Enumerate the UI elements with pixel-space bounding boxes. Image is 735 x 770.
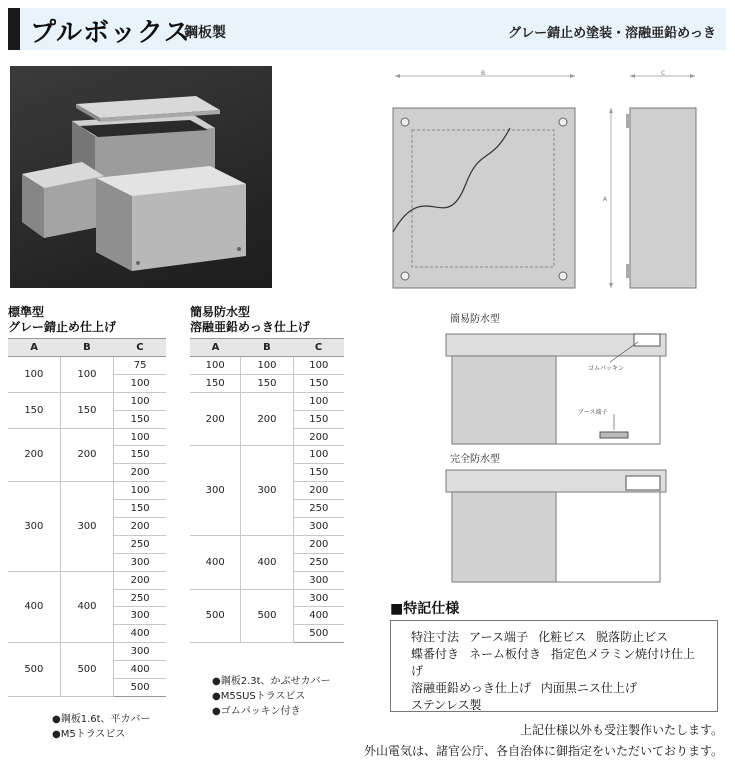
cell-c: 100: [293, 446, 344, 464]
standard-notes: [52, 712, 151, 742]
column-header: A: [8, 339, 60, 357]
cell-b: 100: [60, 357, 114, 393]
spec-item: 化粧ビス: [538, 630, 587, 644]
cell-c: 150: [114, 446, 166, 464]
spec-row: [411, 697, 717, 714]
note-gasket: ●ゴムパッキン付き: [212, 706, 301, 717]
cell-b: 400: [241, 535, 293, 589]
cell-b: 500: [241, 589, 293, 643]
waterproof-notes: [212, 674, 331, 719]
cell-c: 400: [293, 607, 344, 625]
cell-c: 150: [293, 410, 344, 428]
note-screws: ●M5トラスビス: [52, 729, 126, 740]
cell-a: 150: [190, 374, 241, 392]
cell-a: 400: [190, 535, 241, 589]
note-screws: ●M5SUSトラスビス: [212, 691, 306, 702]
spec-item: 脱落防止ビス: [596, 630, 669, 644]
table-row: [8, 357, 166, 375]
cell-a: 300: [190, 446, 241, 535]
full-waterproof-section-label: 完全防水型: [450, 454, 500, 465]
table-row: [190, 374, 344, 392]
product-photo: [10, 66, 272, 288]
table-row: [190, 392, 344, 410]
cell-c: 300: [114, 643, 166, 661]
cell-b: 150: [60, 392, 114, 428]
spec-item: 特注寸法: [411, 630, 460, 644]
cell-c: 100: [114, 374, 166, 392]
cell-c: 150: [114, 500, 166, 518]
cell-a: 500: [8, 643, 60, 697]
cell-c: 500: [114, 679, 166, 697]
cell-a: 200: [190, 392, 241, 446]
table-row: [8, 482, 166, 500]
table-row: [8, 571, 166, 589]
cell-c: 250: [293, 500, 344, 518]
dimension-drawing: [385, 66, 725, 306]
note-steel-plate: ●鋼板2.3t、かぶせカバー: [212, 676, 331, 687]
cell-a: 400: [8, 571, 60, 643]
table-row: [190, 357, 344, 375]
waterproof-type-label: 簡易防水型: [190, 305, 251, 319]
table-row: [8, 392, 166, 410]
cell-a: 150: [8, 392, 60, 428]
waterproof-finish-label: 溶融亜鉛めっき仕上げ: [190, 320, 310, 334]
cross-section-drawing: [440, 310, 670, 590]
cell-c: 200: [114, 518, 166, 536]
standard-type-label: 標準型: [8, 305, 45, 319]
cell-c: 500: [293, 625, 344, 643]
spec-item: アース端子: [469, 630, 529, 644]
cell-b: 300: [241, 446, 293, 535]
cell-c: 200: [114, 464, 166, 482]
cell-a: 500: [190, 589, 241, 643]
spec-row: [411, 646, 717, 680]
page-title: プルボックス: [30, 18, 191, 48]
cell-b: 500: [60, 643, 114, 697]
cell-c: 300: [293, 571, 344, 589]
special-spec-box: [390, 620, 718, 712]
cell-c: 100: [293, 392, 344, 410]
cell-c: 150: [114, 410, 166, 428]
cell-c: 150: [293, 464, 344, 482]
cell-a: 200: [8, 428, 60, 482]
cell-b: 150: [241, 374, 293, 392]
waterproof-dimension-table: [190, 338, 344, 643]
cell-c: 200: [293, 428, 344, 446]
table-row: [190, 446, 344, 464]
dim-b-label: B: [481, 70, 486, 77]
cell-c: 100: [293, 357, 344, 375]
column-header: B: [241, 339, 293, 357]
header-band: [8, 8, 726, 50]
column-header: A: [190, 339, 241, 357]
cell-c: 200: [293, 482, 344, 500]
spec-item: 内面黒ニス仕上げ: [540, 681, 637, 695]
cell-c: 400: [114, 661, 166, 679]
custom-order-note: 上記仕様以外も受注製作いたします。: [519, 723, 723, 737]
cell-c: 300: [114, 553, 166, 571]
spec-item: 溶融亜鉛めっき仕上げ: [411, 681, 531, 695]
government-designation-note: 外山電気は、諸官公庁、各自治体に御指定をいただいております。: [363, 744, 723, 758]
cell-b: 200: [60, 428, 114, 482]
table-row: [8, 428, 166, 446]
column-header: B: [60, 339, 114, 357]
earth-terminal-label: アース端子: [578, 409, 608, 416]
cell-a: 300: [8, 482, 60, 571]
standard-finish-label: グレー錆止め仕上げ: [8, 320, 117, 334]
note-steel-plate: ●鋼板1.6t、平カバー: [52, 714, 151, 725]
table-row: [190, 589, 344, 607]
cell-a: 100: [190, 357, 241, 375]
spec-row: [411, 629, 717, 646]
cell-c: 200: [114, 571, 166, 589]
table-row: [8, 643, 166, 661]
cell-c: 400: [114, 625, 166, 643]
cell-c: 300: [114, 607, 166, 625]
cell-c: 300: [293, 518, 344, 536]
cell-c: 100: [114, 392, 166, 410]
standard-dimension-table: [8, 338, 166, 697]
simple-waterproof-section-label: 簡易防水型: [450, 314, 500, 325]
finish-label: グレー錆止め塗装・溶融亜鉛めっき: [508, 26, 716, 41]
cell-c: 100: [114, 428, 166, 446]
special-spec-heading: ■特記仕様: [390, 601, 460, 617]
gasket-label: ゴムパッキン: [588, 365, 624, 372]
dim-c-label: C: [661, 70, 666, 77]
standard-table-title: [8, 305, 116, 335]
cell-b: 100: [241, 357, 293, 375]
table-row: [190, 535, 344, 553]
spec-item: 指定色メラミン焼付け仕上げ: [411, 647, 696, 678]
column-header: C: [114, 339, 166, 357]
header-accent-bar: [8, 8, 20, 50]
dim-a-label: A: [603, 196, 608, 203]
cell-b: 200: [241, 392, 293, 446]
cell-c: 300: [293, 589, 344, 607]
waterproof-table-title: [190, 305, 310, 335]
spec-item: ステンレス製: [411, 698, 482, 712]
cell-c: 100: [114, 482, 166, 500]
column-header: C: [293, 339, 344, 357]
cell-c: 250: [114, 535, 166, 553]
spec-row: [411, 680, 717, 697]
cell-a: 100: [8, 357, 60, 393]
cell-c: 200: [293, 535, 344, 553]
spec-item: 蝶番付き: [411, 647, 460, 661]
cell-c: 250: [114, 589, 166, 607]
cell-b: 400: [60, 571, 114, 643]
cell-c: 150: [293, 374, 344, 392]
material-label: 鋼板製: [184, 25, 226, 41]
cell-c: 75: [114, 357, 166, 375]
cell-c: 250: [293, 553, 344, 571]
cell-b: 300: [60, 482, 114, 571]
spec-item: ネーム板付き: [469, 647, 542, 661]
